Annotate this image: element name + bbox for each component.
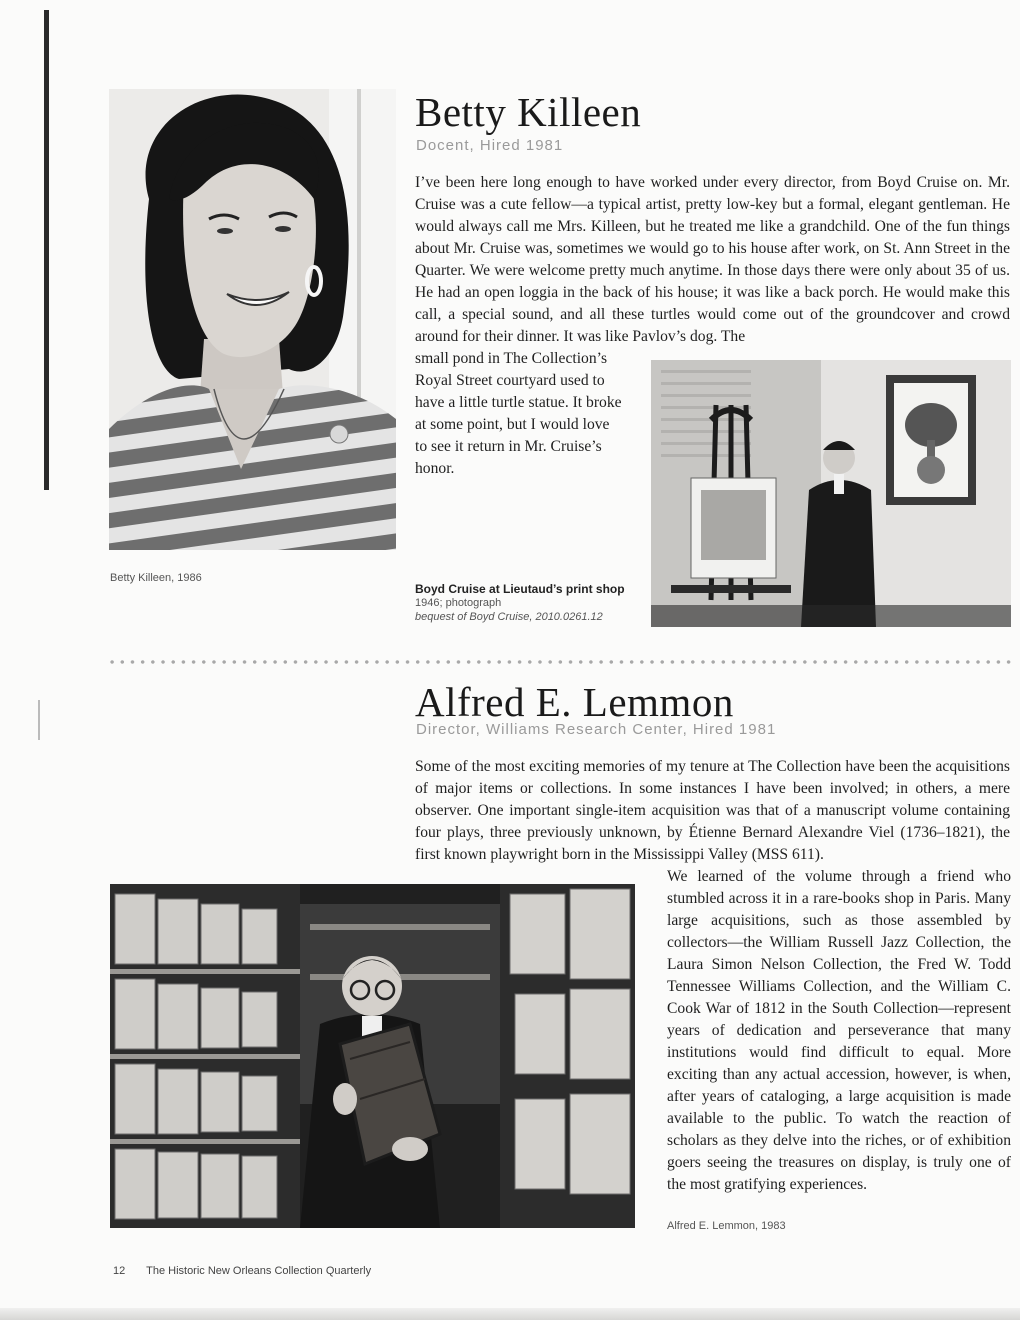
alfred-photo-caption: Alfred E. Lemmon, 1983 [667, 1220, 786, 1232]
betty-text-side: small pond in The Collection’s Royal Street courtyard used to have a little turtle statue. It broke at some point, but I would love to see it return in Mr. Cruise’s honor. [415, 350, 622, 477]
alfred-paragraph-top [415, 756, 1010, 866]
alfred-text-side: We learned of the volume through a friend who stumbled across it in a rare-books shop in Paris. Many large acquisitions, such as those assembled by collectors—the William Russell Jazz Collection, the Laura Simon Nelson Collection, the Fred W. Todd Tennessee Williams Collection, and the William C. Cook War of 1812 in the South Collection—represent years of dedication and perseverance that many institutions would find difficult to equal. More exciting than any actual accession, however, is when, after years of cataloging, a large acquisition is made available to the public. To watch the reaction of scholars as they delve into the riches, or of exhibition goers seeing the treasures on display, is truly one of the most gratifying experiences. [667, 868, 1011, 1193]
page-footer [113, 1265, 371, 1277]
betty-paragraph-top [415, 172, 1010, 348]
alfred-text-top: Some of the most exciting memories of my tenure at The Collection have been the acquisitions of major items or collections. In some instances I have been involved; in others, a mere observer. One important single-item acquisition was that of a manuscript volume containing four plays, three previously unknown, by Étienne Bernard Alexandre Viel (1736–1821), the first known playwright born in the Mississippi Valley (MSS 611). [415, 758, 1010, 863]
boyd-caption-credit: bequest of Boyd Cruise, 2010.0261.12 [415, 611, 603, 623]
alfred-name-heading: Alfred E. Lemmon [415, 679, 734, 725]
betty-killeen-photo [109, 89, 396, 550]
betty-name-heading: Betty Killeen [415, 89, 642, 135]
betty-text-top: I’ve been here long enough to have worked under every director, from Boyd Cruise on. Mr. Cruise was a cute fellow—a typical artist, pretty low-key but a formal, elegant gentleman. He would always call me Mrs. Killeen, but he treated me like a grandchild. One of the fun things about Mr. Cruise was, sometimes we would go to his house after work, on St. Ann Street in the Quarter. We were welcome pretty much anytime. In those days there were only about 35 of us. He had an open loggia in the back of his house; it was like a back porch. He would make this call, a special sound, and all these turtles would come out of the groundcover and crowd around for their dinner. It was like Pavlov’s dog. The [415, 174, 1010, 345]
alfred-role: Director, Williams Research Center, Hired 1981 [416, 721, 777, 738]
boyd-cruise-photo [651, 360, 1011, 627]
betty-photo-caption: Betty Killeen, 1986 [110, 572, 202, 584]
boyd-caption-title: Boyd Cruise at Lieutaud’s print shop [415, 582, 625, 596]
page-number: 12 [113, 1265, 126, 1277]
page-edge-shadow [0, 1308, 1020, 1320]
betty-paragraph-side [415, 348, 625, 480]
publication-title: The Historic New Orleans Collection Quarterly [146, 1265, 372, 1277]
betty-role: Docent, Hired 1981 [416, 137, 564, 154]
section-divider [107, 659, 1012, 665]
binding-edge [44, 10, 49, 490]
alfred-paragraph-side [667, 866, 1011, 1196]
boyd-caption-detail: 1946; photograph [415, 597, 502, 609]
alfred-lemmon-photo [110, 884, 635, 1228]
binding-mark [38, 700, 40, 740]
boyd-photo-caption [415, 582, 645, 624]
